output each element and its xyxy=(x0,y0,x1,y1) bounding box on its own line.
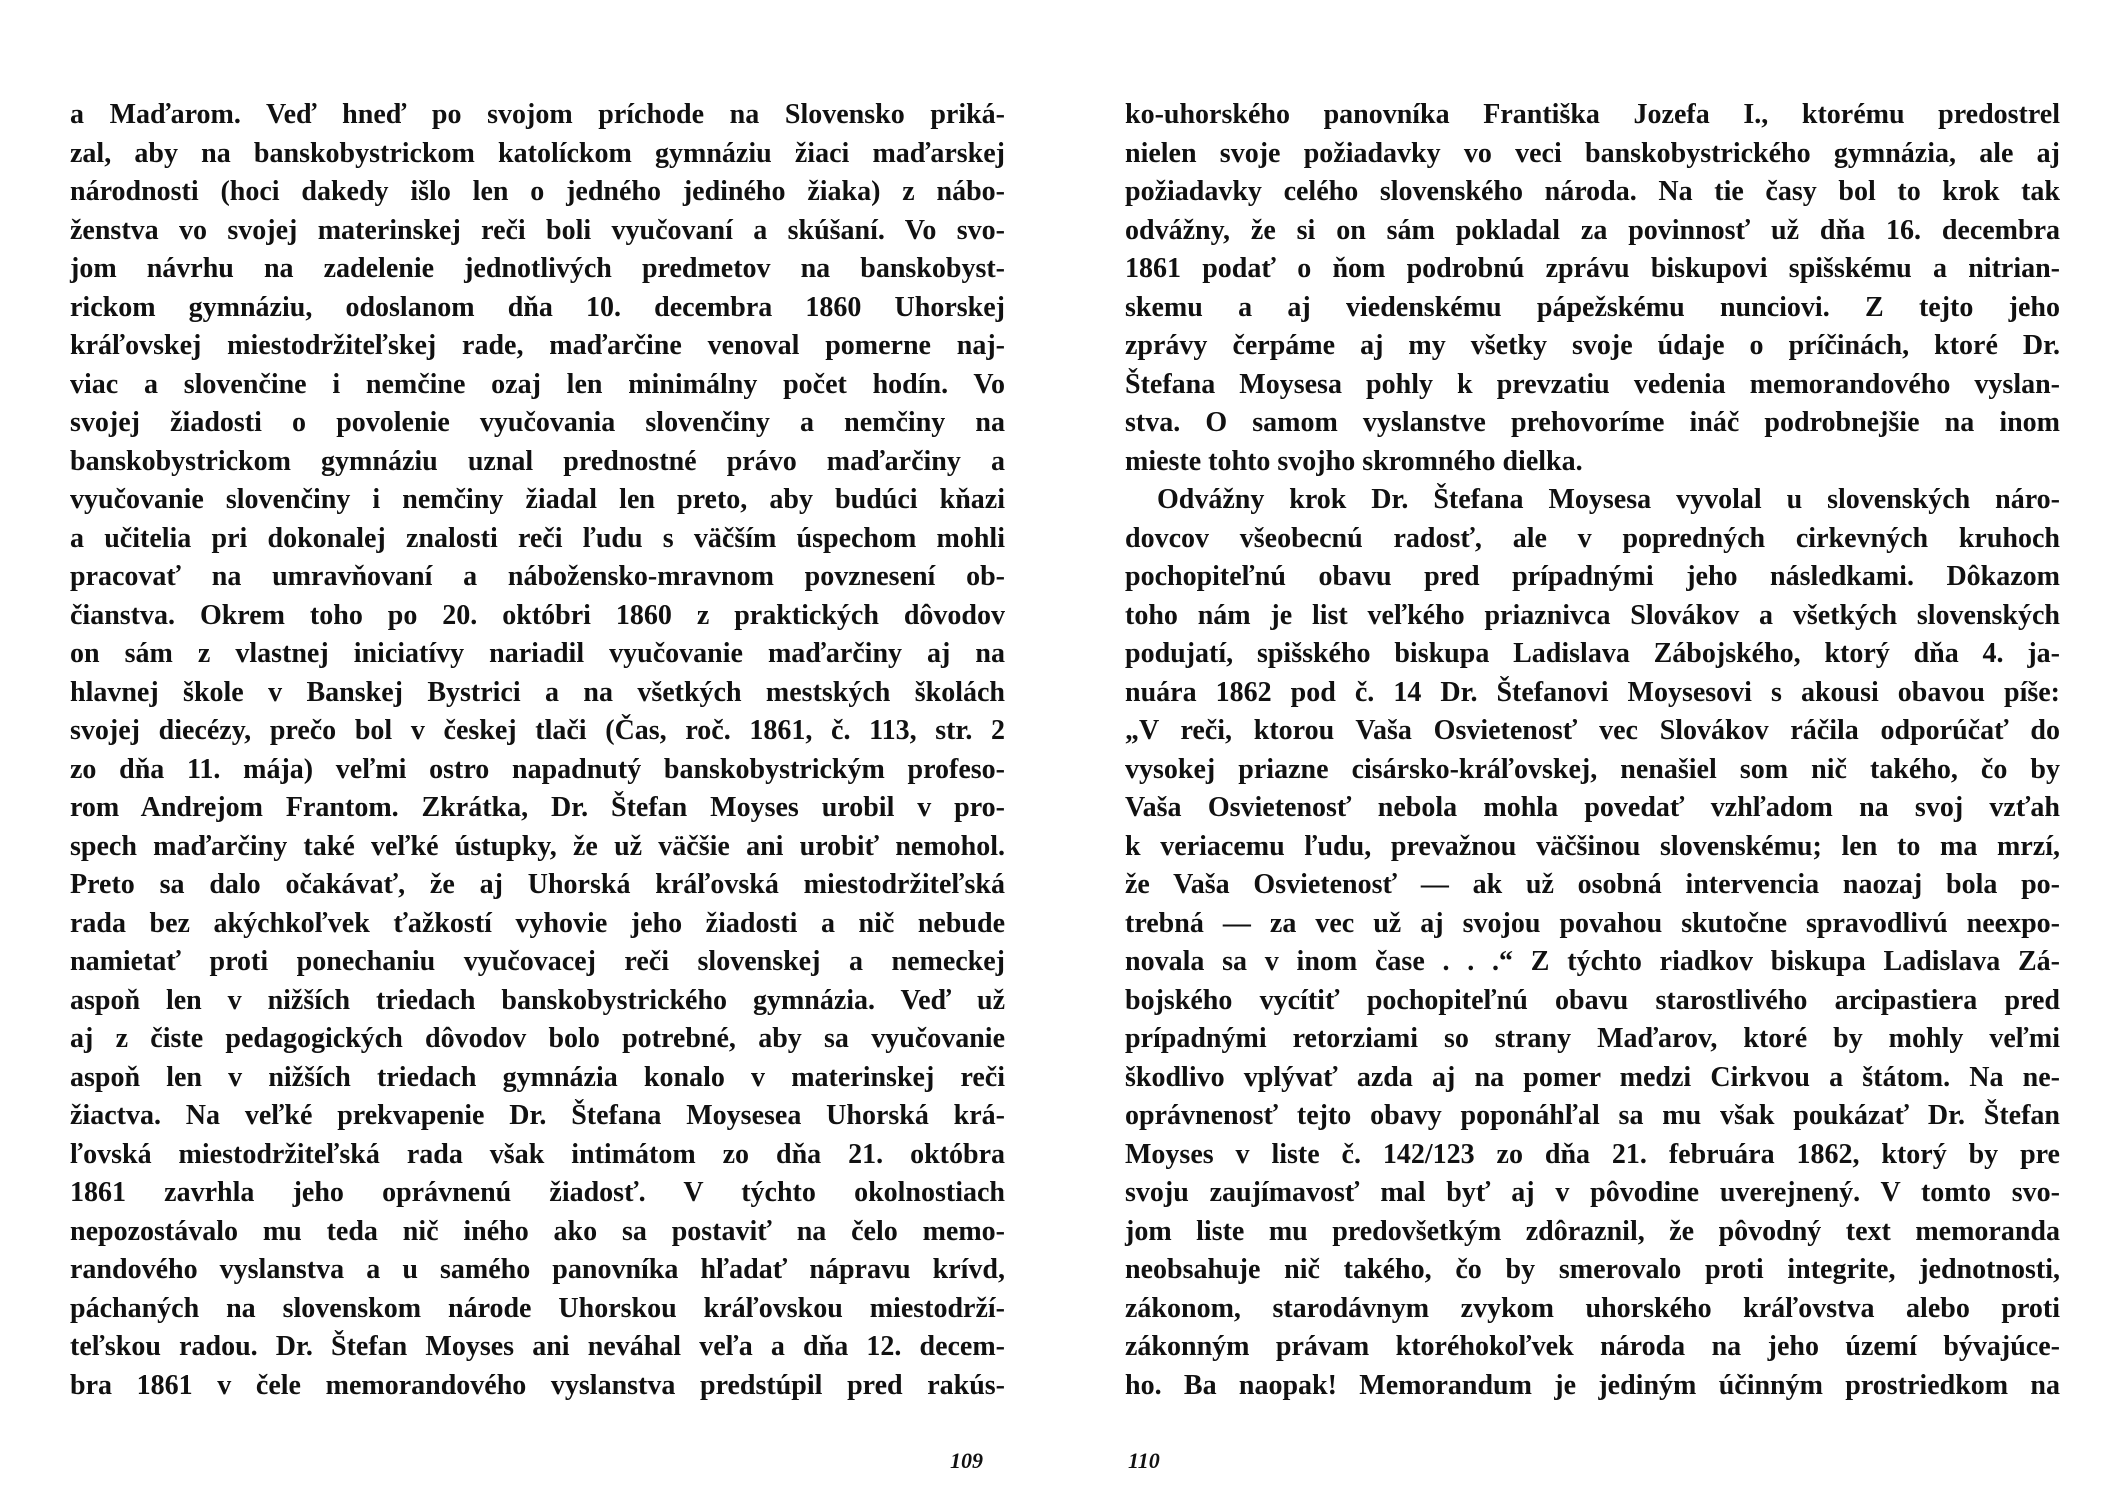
text-line: národnosti (hoci dakedy išlo len o jedného jediného žiaka) z nábo- xyxy=(70,176,1005,207)
text-line: a Maďarom. Veď hneď po svojom príchode na Slovensko priká- xyxy=(70,99,1005,130)
text-line: odvážny, že si on sám pokladal za povinnosť už dňa 16. decembra xyxy=(1125,214,2060,246)
text-line: žiactva. Na veľké prekvapenie Dr. Štefana Moysesea Uhorská krá- xyxy=(70,1100,1005,1131)
text-line: trebná — za vec už aj svojou povahou skutočne spravodlivú neexpo- xyxy=(1125,907,2060,939)
text-line: stva. O samom vyslanstve prehovoríme ináč podrobnejšie na inom xyxy=(1125,407,2060,438)
text-line: 1861 zavrhla jeho oprávnenú žiadosť. V týchto okolnostiach xyxy=(70,1177,1005,1208)
text-line: čianstva. Okrem toho po 20. októbri 1860 z praktických dôvodov xyxy=(70,599,1005,631)
text-line: páchaných na slovenskom národe Uhorskou kráľovskou miestodrží- xyxy=(70,1292,1005,1324)
text-line: Štefana Moysesa pohly k prevzatiu vedenia memorandového vyslan- xyxy=(1125,368,2060,400)
text-line: nepozostávalo mu teda nič iného ako sa postaviť na čelo memo- xyxy=(70,1215,1005,1247)
text-line: ženstva vo svojej materinskej reči boli vyučovaní a skúšaní. Vo svo- xyxy=(70,214,1005,246)
text-line: jom liste mu predovšetkým zdôraznil, že pôvodný text memoranda xyxy=(1125,1215,2060,1247)
text-line: 1861 podať o ňom podrobnú zprávu biskupovi spišskému a nitrian- xyxy=(1125,253,2060,284)
text-line: skemu a aj viedenskému pápežskému nunciovi. Z tejto jeho xyxy=(1125,291,2060,323)
text-line: bra 1861 v čele memorandového vyslanstva predstúpil pred rakús- xyxy=(70,1369,1005,1401)
text-line: zákonným právam ktoréhokoľvek národa na jeho území bývajúce- xyxy=(1125,1331,2060,1362)
text-line: vysokej priazne cisársko-kráľovskej, nenašiel som nič takého, čo by xyxy=(1125,753,2060,785)
text-line: zo dňa 11. mája) veľmi ostro napadnutý banskobystrickým profeso- xyxy=(70,753,1005,785)
text-line: k veriacemu ľudu, prevažnou väčšinou slovenskému; len to ma mrzí, xyxy=(1125,830,2060,862)
text-line: a učitelia pri dokonalej znalosti reči ľudu s väčším úspechom mohli xyxy=(70,522,1005,554)
text-line: pracovať na umravňovaní a nábožensko-mravnom povznesení ob- xyxy=(70,561,1005,592)
text-line: požiadavky celého slovenského národa. Na tie časy bol to krok tak xyxy=(1125,176,2060,207)
text-line: škodlivo vplývať azda aj na pomer medzi Cirkvou a štátom. Na ne- xyxy=(1125,1061,2060,1093)
text-line: aspoň len v nižších triedach gymnázia konalo v materinskej reči xyxy=(70,1061,1005,1093)
text-line: kráľovskej miestodržiteľskej rade, maďarčine venoval pomerne naj- xyxy=(70,330,1005,361)
right-page-text xyxy=(1125,96,2060,1405)
text-line: rada bez akýchkoľvek ťažkostí vyhovie jeho žiadosti a nič nebude xyxy=(70,907,1005,939)
text-line: že Vaša Osvietenosť — ak už osobná intervencia naozaj bola po- xyxy=(1125,869,2060,900)
text-line: svojej diecézy, prečo bol v českej tlači (Čas, roč. 1861, č. 113, str. 2 xyxy=(70,715,1005,746)
page-number-right: 110 xyxy=(1128,1448,1160,1473)
text-line: neobsahuje nič takého, čo by smerovalo proti integrite, jednotnosti, xyxy=(1125,1254,2060,1285)
left-page-text xyxy=(70,96,1005,1405)
text-line: nuára 1862 pod č. 14 Dr. Štefanovi Moysesovi s akousi obavou píše: xyxy=(1125,676,2060,708)
text-line: mieste tohto svojho skromného dielka. xyxy=(1125,445,1583,477)
page-number-left: 109 xyxy=(950,1448,983,1473)
text-line: prípadnými retorziami so strany Maďarov, ktoré by mohly veľmi xyxy=(1125,1023,2060,1054)
text-line: ľovská miestodržiteľská rada však intimátom zo dňa 21. októbra xyxy=(70,1138,1005,1170)
text-line: ho. Ba naopak! Memorandum je jediným účinným prostriedkom na xyxy=(1125,1369,2060,1401)
text-line: novala sa v inom čase . . .“ Z týchto riadkov biskupa Ladislava Zá- xyxy=(1125,946,2060,977)
text-line: svoju zaujímavosť mal byť aj v pôvodine uverejnený. V tomto svo- xyxy=(1125,1177,2060,1208)
text-line: viac a slovenčine i nemčine ozaj len minimálny počet hodín. Vo xyxy=(70,368,1005,400)
text-line: toho nám je list veľkého priaznivca Slovákov a všetkých slovenských xyxy=(1125,599,2060,631)
text-line: aj z čiste pedagogických dôvodov bolo potrebné, aby sa vyučovanie xyxy=(70,1023,1005,1054)
text-line: hlavnej škole v Banskej Bystrici a na všetkých mestských školách xyxy=(70,676,1005,708)
text-line: banskobystrickom gymnáziu uznal prednostné právo maďarčiny a xyxy=(70,445,1005,477)
text-line: ko-uhorského panovníka Františka Jozefa I., ktorému predostrel xyxy=(1125,99,2060,130)
text-line: zprávy čerpáme aj my všetky svoje údaje o príčinách, ktoré Dr. xyxy=(1125,330,2060,361)
text-line: Vaša Osvietenosť nebola mohla povedať vzhľadom na svoj vzťah xyxy=(1125,792,2060,823)
text-line: rom Andrejom Frantom. Zkrátka, Dr. Štefan Moyses urobil v pro- xyxy=(70,792,1005,823)
text-line: rickom gymnáziu, odoslanom dňa 10. decembra 1860 Uhorskej xyxy=(70,291,1005,323)
text-line: dovcov všeobecnú radosť, ale v popredných cirkevných kruhoch xyxy=(1125,522,2060,554)
text-line: namietať proti ponechaniu vyučovacej reči slovenskej a nemeckej xyxy=(70,946,1005,977)
text-line: „V reči, ktorou Vaša Osvietenosť vec Slovákov ráčila odporúčať do xyxy=(1125,715,2060,746)
text-line: vyučovanie slovenčiny i nemčiny žiadal len preto, aby budúci kňazi xyxy=(70,484,1005,515)
text-line: teľskou radou. Dr. Štefan Moyses ani neváhal veľa a dňa 12. decem- xyxy=(70,1331,1005,1362)
text-line: spech maďarčiny také veľké ústupky, že už väčšie ani urobiť nemohol. xyxy=(70,830,1005,862)
text-line: Moyses v liste č. 142/123 zo dňa 21. februára 1862, ktorý by pre xyxy=(1125,1138,2060,1170)
text-line: zal, aby na banskobystrickom katolíckom gymnáziu žiaci maďarskej xyxy=(70,137,1005,169)
text-line: aspoň len v nižších triedach banskobystrického gymnázia. Veď už xyxy=(70,984,1005,1016)
text-line: zákonom, starodávnym zvykom uhorského kráľovstva alebo proti xyxy=(1125,1292,2060,1324)
text-line: Odvážny krok Dr. Štefana Moysesa vyvolal u slovenských náro- xyxy=(1157,484,2060,515)
text-line: on sám z vlastnej iniciatívy nariadil vyučovanie maďarčiny aj na xyxy=(70,638,1005,669)
text-line: svojej žiadosti o povolenie vyučovania slovenčiny a nemčiny na xyxy=(70,407,1005,438)
text-line: nielen svoje požiadavky vo veci banskobystrického gymnázia, ale aj xyxy=(1125,137,2060,169)
text-line: oprávnenosť tejto obavy poponáhľal sa mu však poukázať Dr. Štefan xyxy=(1125,1100,2060,1131)
text-line: Preto sa dalo očakávať, že aj Uhorská kráľovská miestodržiteľská xyxy=(70,869,1005,900)
text-line: randového vyslanstva a u samého panovníka hľadať nápravu krívd, xyxy=(70,1254,1005,1285)
text-line: bojského vycítiť pochopiteľnú obavu starostlivého arcipastiera pred xyxy=(1125,984,2060,1016)
text-line: jom návrhu na zadelenie jednotlivých predmetov na banskobyst- xyxy=(70,253,1005,284)
text-line: pochopiteľnú obavu pred prípadnými jeho následkami. Dôkazom xyxy=(1125,561,2060,592)
text-line: podujatí, spišského biskupa Ladislava Zábojského, ktorý dňa 4. ja- xyxy=(1125,638,2060,669)
